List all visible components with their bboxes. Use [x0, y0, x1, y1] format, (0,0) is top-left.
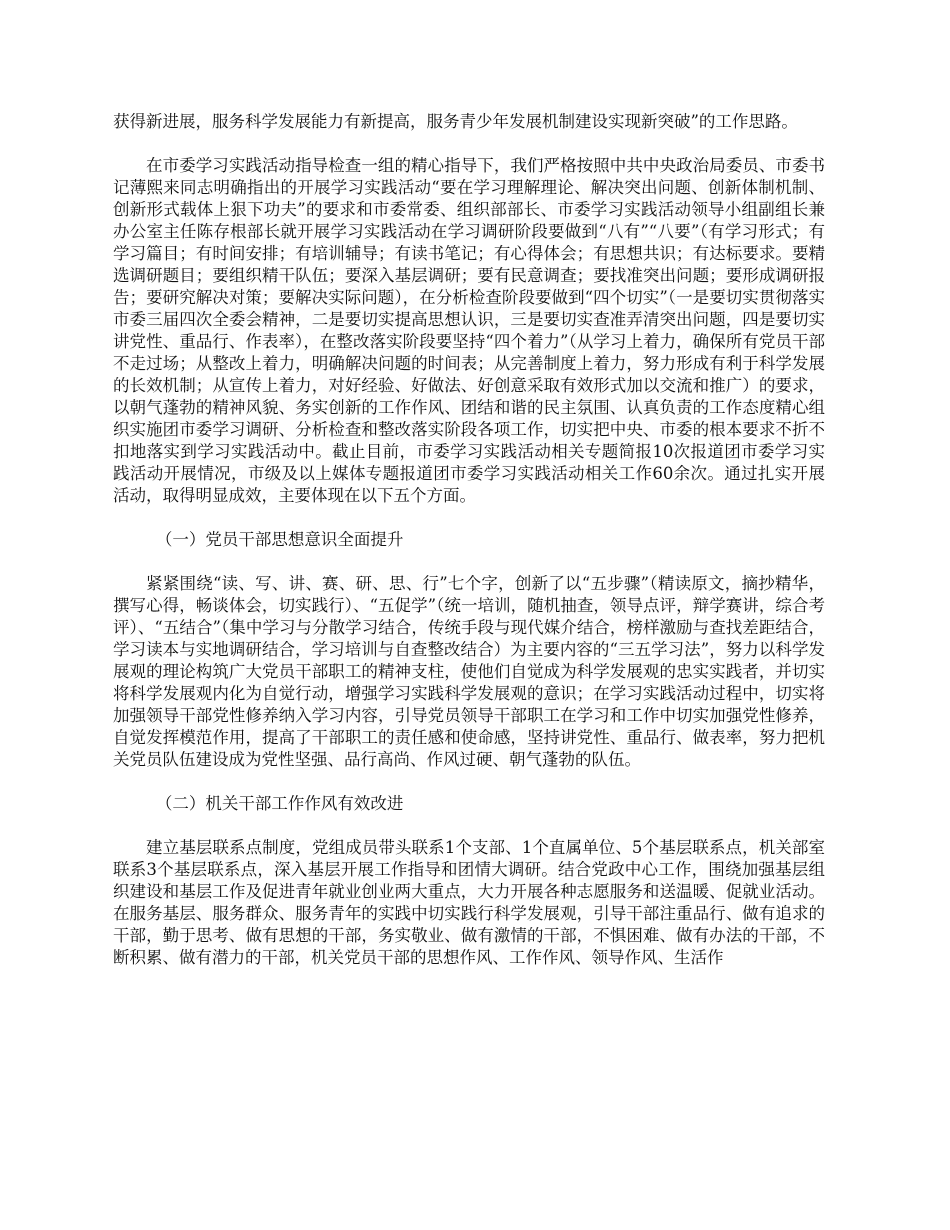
paragraph-continuation: 获得新进展，服务科学发展能力有新提高，服务青少年发展机制建设实现新突破”的工作思路。	[113, 112, 798, 131]
section-heading-1: （一）党员干部思想意识全面提升	[155, 530, 404, 549]
paragraph-guidance: 在市委学习实践活动指导检查一组的精心指导下，我们严格按照中共中央政治局委员、市委书记薄熙来同志明确指出的开展学习实践活动“要在学习理解理论、解决突出问题、创新体制机制、创新形式载体上狠下功夫”的要求和市委常委、组织部部长、市委学习实践活动领导小组副组长兼办公室主任陈存根部长就开展学习实践活动在学习调研阶段要做到“八有”“八要”（有学习形式；有学习篇目；有时间安排；有培训辅导；有读书笔记；有心得体会；有思想共识；有达标要求。要精选调研题目；要组织精干队伍；要深入基层调研；要有民意调查；要找准突出问题；要形成调研报告；要研究解决对策；要解决实际问题），在分析检查阶段要做到“四个切实”（一是要切实贯彻落实市委三届四次全委会精神，二是要切实提高思想认识，三是要切实查准弄清突出问题，四是要切实讲党性、重品行、作表率），在整改落实阶段要坚持“四个着力”（从学习上着力，确保所有党员干部不走过场；从整改上着力，明确解决问题的时间表；从完善制度上着力，努力形成有利于科学发展的长效机制；从宣传上着力，对好经验、好做法、好创意采取有效形式加以交流和推广）的要求，以朝气蓬勃的精神风貌、务实创新的工作作风、团结和谐的民主氛围、认真负责的工作态度精心组织实施团市委学习调研、分析检查和整改落实阶段各项工作，切实把中央、市委的根本要求不折不扣地落实到学习实践活动中。截止目前，市委学习实践活动相关专题简报10次报道团市委学习实践活动开展情况，市级及以上媒体专题报道团市委学习实践活动相关工作60余次。通过扎实开展活动，取得明显成效，主要体现在以下五个方面。	[113, 156, 825, 505]
paragraph-thought-awareness: 紧紧围绕“读、写、讲、赛、研、思、行”七个字，创新了以“五步骤”（精读原文，摘抄精华，撰写心得，畅谈体会，切实践行）、“五促学”（统一培训，随机抽查，领导点评，辩学赛讲，综合考评）、“五结合”（集中学习与分散学习结合，传统手段与现代媒介结合，榜样激励与查找差距结合，学习读本与实地调研结合，学习培训与自查整改结合）为主要内容的“三五学习法”，努力以科学发展观的理论构筑广大党员干部职工的精神支柱，使他们自觉成为科学发展观的忠实实践者，并切实将科学发展观内化为自觉行动，增强学习实践科学发展观的意识；在学习实践活动过程中，切实将加强领导干部党性修养纳入学习内容，引导党员领导干部职工在学习和工作中切实加强党性修养，自觉发挥模范作用，提高了干部职工的责任感和使命感，坚持讲党性、重品行、做表率，努力把机关党员队伍建设成为党性坚强、品行高尚、作风过硬、朝气蓬勃的队伍。	[113, 574, 825, 769]
paragraph-work-style: 建立基层联系点制度，党组成员带头联系1个支部、1个直属单位、5个基层联系点，机关部室联系3个基层联系点，深入基层开展工作指导和团情大调研。结合党政中心工作，围绕加强基层组织建设和基层工作及促进青年就业创业两大重点，大力开展各种志愿服务和送温暖、促就业活动。在服务基层、服务群众、服务青年的实践中切实践行科学发展观，引导干部注重品行、做有追求的干部，勤于思考、做有思想的干部，务实敬业、做有激情的干部，不惧困难、做有办法的干部，不断积累、做有潜力的干部，机关党员干部的思想作风、工作作风、领导作风、生活作	[113, 838, 825, 967]
document-body	[113, 111, 825, 991]
section-heading-2: （二）机关干部工作作风有效改进	[155, 794, 404, 813]
